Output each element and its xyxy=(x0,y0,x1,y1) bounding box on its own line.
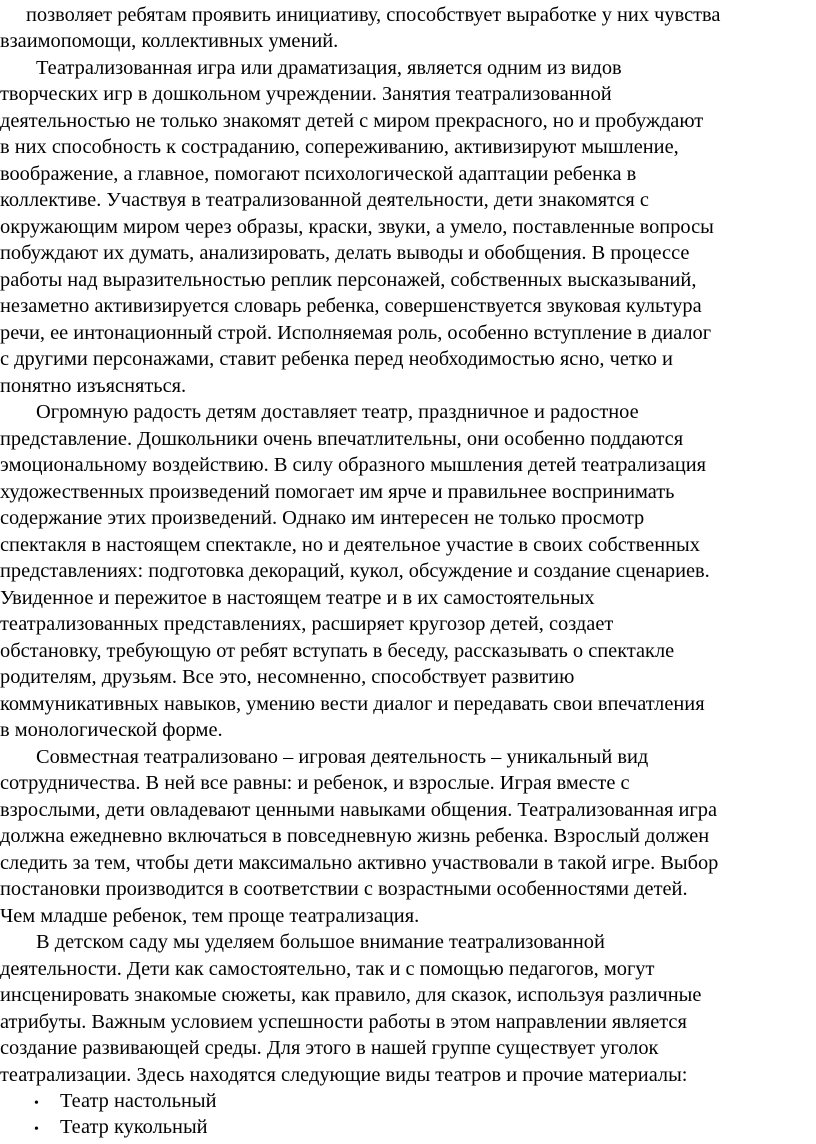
list-item-label: Театр настольный xyxy=(60,1090,217,1112)
paragraph-3-line-1: Огромную радость детям доставляет театр, праздничное и радостное xyxy=(36,401,639,423)
paragraph-2-line-9: работы над выразительностью реплик персонажей, собственных высказываний, xyxy=(0,269,697,291)
paragraph-3-line-8: Увиденное и пережитое в настоящем театре и в их самостоятельных xyxy=(0,587,595,609)
paragraph-5-line-3: инсценировать знакомые сюжеты, как правило, для сказок, используя различные xyxy=(0,984,702,1006)
paragraph-3-line-4: художественных произведений помогает им ярче и правильнее воспринимать xyxy=(0,481,675,503)
paragraph-2-line-2: творческих игр в дошкольном учреждении. Занятия театрализованной xyxy=(0,83,612,105)
paragraph-2-line-3: деятельностью не только знакомят детей с миром прекрасного, но и пробуждают xyxy=(0,110,704,132)
paragraph-2-line-12: с другими персонажами, ставит ребенка перед необходимостью ясно, четко и xyxy=(0,348,673,370)
paragraph-4-line-7: Чем младше ребенок, тем проще театрализация. xyxy=(0,905,420,927)
paragraph-2-line-10: незаметно активизируется словарь ребенка, совершенствуется звуковая культура xyxy=(0,295,702,317)
paragraph-3-line-3: эмоциональному воздействию. В силу образного мышления детей театрализация xyxy=(0,454,707,476)
paragraph-2-line-8: побуждают их думать, анализировать, делать выводы и обобщения. В процессе xyxy=(0,242,690,264)
bullet-icon: • xyxy=(34,1096,39,1111)
paragraph-4-line-6: постановки производится в соответствии с возрастными особенностями детей. xyxy=(0,878,688,900)
paragraph-1-line-2: взаимопомощи, коллективных умений. xyxy=(0,30,339,52)
paragraph-4-line-5: следить за тем, чтобы дети максимально активно участвовали в такой игре. Выбор xyxy=(0,852,719,874)
paragraph-3-line-6: спектакля в настоящем спектакле, но и деятельное участие в своих собственных xyxy=(0,534,700,556)
paragraph-3-line-9: театрализованных представлениях, расширяет кругозор детей, создает xyxy=(0,613,614,635)
paragraph-5-line-5: создание развивающей среды. Для этого в нашей группе существует уголок xyxy=(0,1037,659,1059)
list-item-label: Театр кукольный xyxy=(60,1116,208,1138)
paragraph-3-line-13: в монологической форме. xyxy=(0,719,223,741)
paragraph-2-line-1: Театрализованная игра или драматизация, является одним из видов xyxy=(36,57,622,79)
paragraph-2-line-5: воображение, а главное, помогают психологической адаптации ребенка в xyxy=(0,163,637,185)
paragraph-4-line-1: Совместная театрализовано – игровая деятельность – уникальный вид xyxy=(36,746,649,768)
paragraph-2-line-13: понятно изъясняться. xyxy=(0,375,187,397)
paragraph-2-line-6: коллективе. Участвуя в театрализованной деятельности, дети знакомятся с xyxy=(0,189,649,211)
paragraph-2-line-7: окружающим миром через образы, краски, звуки, а умело, поставленные вопросы xyxy=(0,216,714,238)
paragraph-4-line-4: должна ежедневно включаться в повседневную жизнь ребенка. Взрослый должен xyxy=(0,825,710,847)
paragraph-5-line-1: В детском саду мы уделяем большое внимание театрализованной xyxy=(36,931,605,953)
paragraph-1-line-1: позволяет ребятам проявить инициативу, способствует выработке у них чувства xyxy=(26,4,721,26)
paragraph-4-line-2: сотрудничества. В ней все равны: и ребенок, и взрослые. Играя вместе с xyxy=(0,772,630,794)
paragraph-3-line-2: представление. Дошкольники очень впечатлительны, они особенно поддаются xyxy=(0,428,684,450)
paragraph-3-line-5: содержание этих произведений. Однако им интересен не только просмотр xyxy=(0,507,645,529)
paragraph-2-line-4: в них способность к состраданию, сопереживанию, активизируют мышление, xyxy=(0,136,679,158)
paragraph-5-line-4: атрибуты. Важным условием успешности работы в этом направлении является xyxy=(0,1011,687,1033)
paragraph-4-line-3: взрослыми, дети овладевают ценными навыками общения. Театрализованная игра xyxy=(0,799,718,821)
paragraph-3-line-12: коммуникативных навыков, умению вести диалог и передавать свои впечатления xyxy=(0,693,705,715)
paragraph-3-line-11: родителям, друзьям. Все это, несомненно, способствует развитию xyxy=(0,666,575,688)
paragraph-5-line-6: театрализации. Здесь находятся следующие виды театров и прочие материалы: xyxy=(0,1064,688,1086)
paragraph-3-line-10: обстановку, требующую от ребят вступать в беседу, рассказывать о спектакле xyxy=(0,640,675,662)
paragraph-2-line-11: речи, ее интонационный строй. Исполняемая роль, особенно вступление в диалог xyxy=(0,322,712,344)
paragraph-5-line-2: деятельности. Дети как самостоятельно, так и с помощью педагогов, могут xyxy=(0,958,655,980)
paragraph-3-line-7: представлениях: подготовка декораций, кукол, обсуждение и создание сценариев. xyxy=(0,560,710,582)
bullet-icon: • xyxy=(34,1122,39,1137)
